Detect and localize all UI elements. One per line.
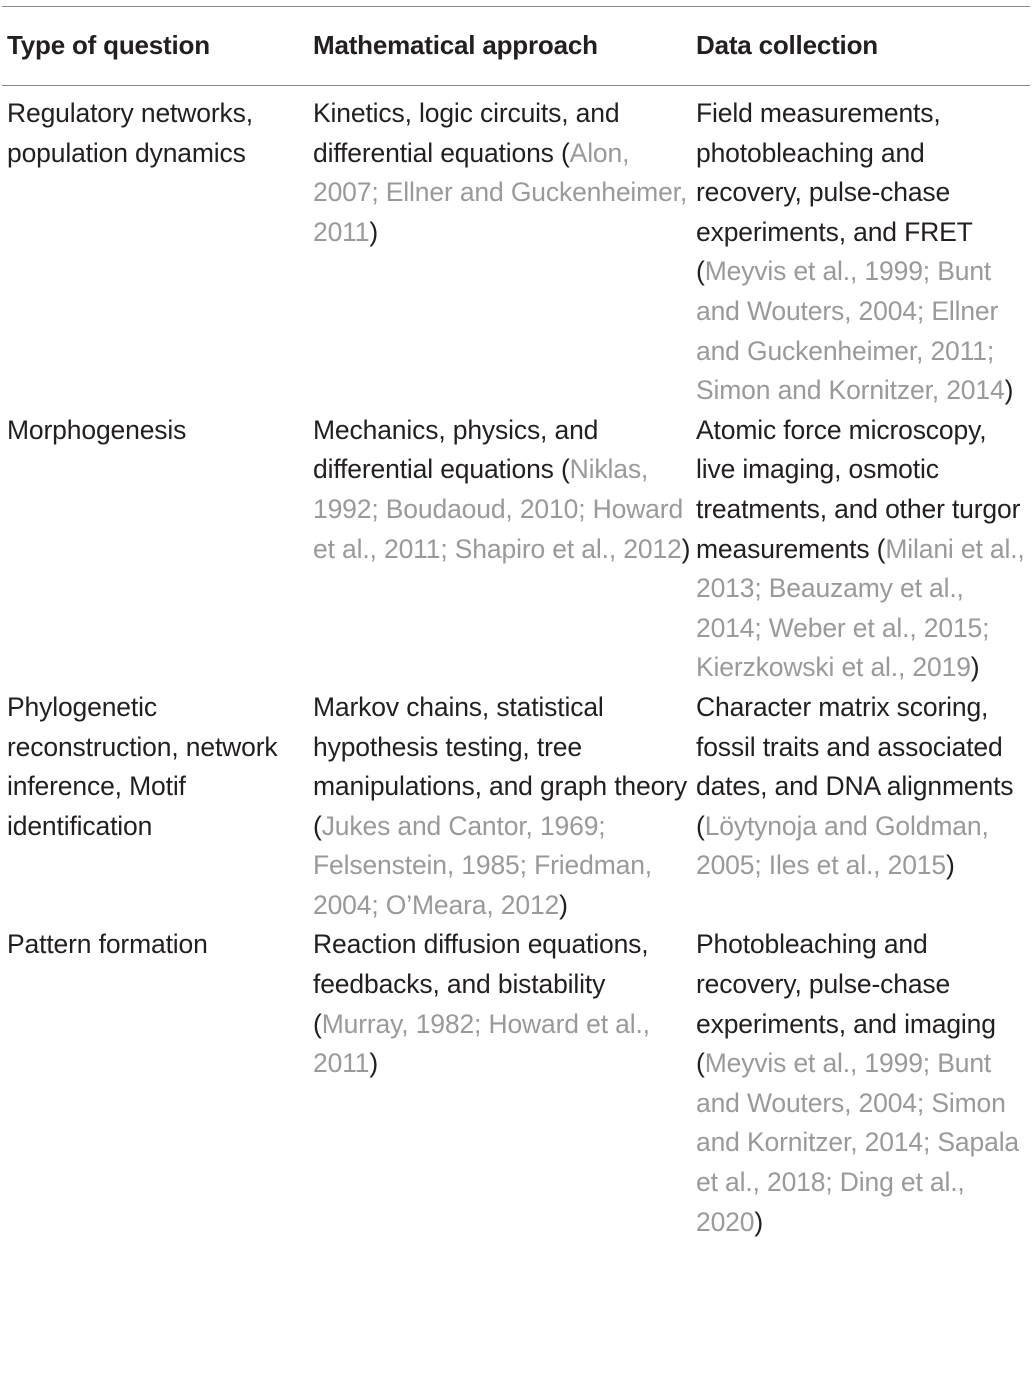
approach-text: Mechanics, physics, and differential equations ( — [313, 414, 599, 485]
type-cell: Phylogenetic reconstruction, network inference, Motif identification — [7, 691, 278, 841]
data-cell — [696, 94, 1032, 411]
data-text: Photobleaching and recovery, pulse-chase experiments, and imaging ( — [696, 929, 996, 1079]
data-cell — [696, 925, 1032, 1242]
approach-close: ) — [369, 1048, 379, 1079]
approach-close: ) — [369, 216, 379, 247]
approach-refs[interactable]: Niklas, 1992; Boudaoud, 2010; Howard et al., 2011; Shapiro et al., 2012 — [313, 454, 684, 564]
table-body — [2, 86, 1032, 1242]
type-cell: Morphogenesis — [7, 414, 187, 445]
table-row — [2, 411, 1032, 688]
data-close: ) — [945, 850, 955, 881]
approach-cell — [313, 688, 696, 926]
data-text: Field measurements, photobleaching and recovery, pulse-chase experiments, and FRET ( — [696, 98, 973, 287]
table-row — [2, 688, 1032, 926]
header-data-collection: Data collection — [696, 30, 878, 61]
approach-close: ) — [559, 889, 568, 920]
data-table — [2, 6, 1032, 1242]
approach-text: Markov chains, statistical hypothesis testing, tree manipulations, and graph theory ( — [313, 691, 687, 841]
approach-text: Kinetics, logic circuits, and differential equations ( — [313, 98, 620, 168]
type-cell: Regulatory networks, population dynamics — [7, 98, 253, 168]
header-mathematical-approach: Mathematical approach — [313, 30, 598, 61]
approach-refs[interactable]: Murray, 1982; Howard et al., 2011 — [313, 1008, 650, 1079]
approach-refs[interactable]: Alon, 2007; Ellner and Guckenheimer, 2011 — [313, 137, 688, 247]
data-close: ) — [1004, 375, 1014, 406]
data-refs[interactable]: Meyvis et al., 1999; Bunt and Wouters, 2004; Simon and Kornitzer, 2014; Sapala et al., 2018; Ding et al., 2020 — [696, 1048, 1020, 1237]
table-row — [2, 94, 1032, 411]
approach-close: ) — [681, 533, 691, 564]
data-refs[interactable]: Meyvis et al., 1999; Bunt and Wouters, 2004; Ellner and Guckenheimer, 2011; Simon and Kornitzer, 2014 — [696, 256, 1005, 406]
table-row — [2, 925, 1032, 1242]
data-text: Character matrix scoring, fossil traits and associated dates, and DNA alignments ( — [696, 691, 1014, 841]
approach-text: Reaction diffusion equations, feedbacks, and bistability ( — [313, 929, 649, 1039]
table-header — [2, 7, 1032, 85]
data-refs[interactable]: Milani et al., 2013; Beauzamy et al., 2014; Weber et al., 2015; Kierzkowski et al., 2019 — [696, 533, 1025, 683]
data-text: Atomic force microscopy, live imaging, osmotic treatments, and other turgor measurements ( — [696, 414, 1021, 564]
approach-cell — [313, 94, 696, 411]
header-type-of-question: Type of question — [7, 30, 210, 61]
data-close: ) — [970, 652, 980, 683]
data-refs[interactable]: Löytynoja and Goldman, 2005; Iles et al., 2015 — [696, 810, 989, 881]
approach-refs[interactable]: Jukes and Cantor, 1969; Felsenstein, 1985; Friedman, 2004; O’Meara, 2012 — [313, 810, 653, 920]
approach-cell — [313, 411, 696, 688]
data-cell — [696, 688, 1032, 926]
data-cell — [696, 411, 1032, 688]
type-cell: Pattern formation — [7, 929, 208, 960]
approach-cell — [313, 925, 696, 1242]
data-close: ) — [754, 1206, 764, 1237]
